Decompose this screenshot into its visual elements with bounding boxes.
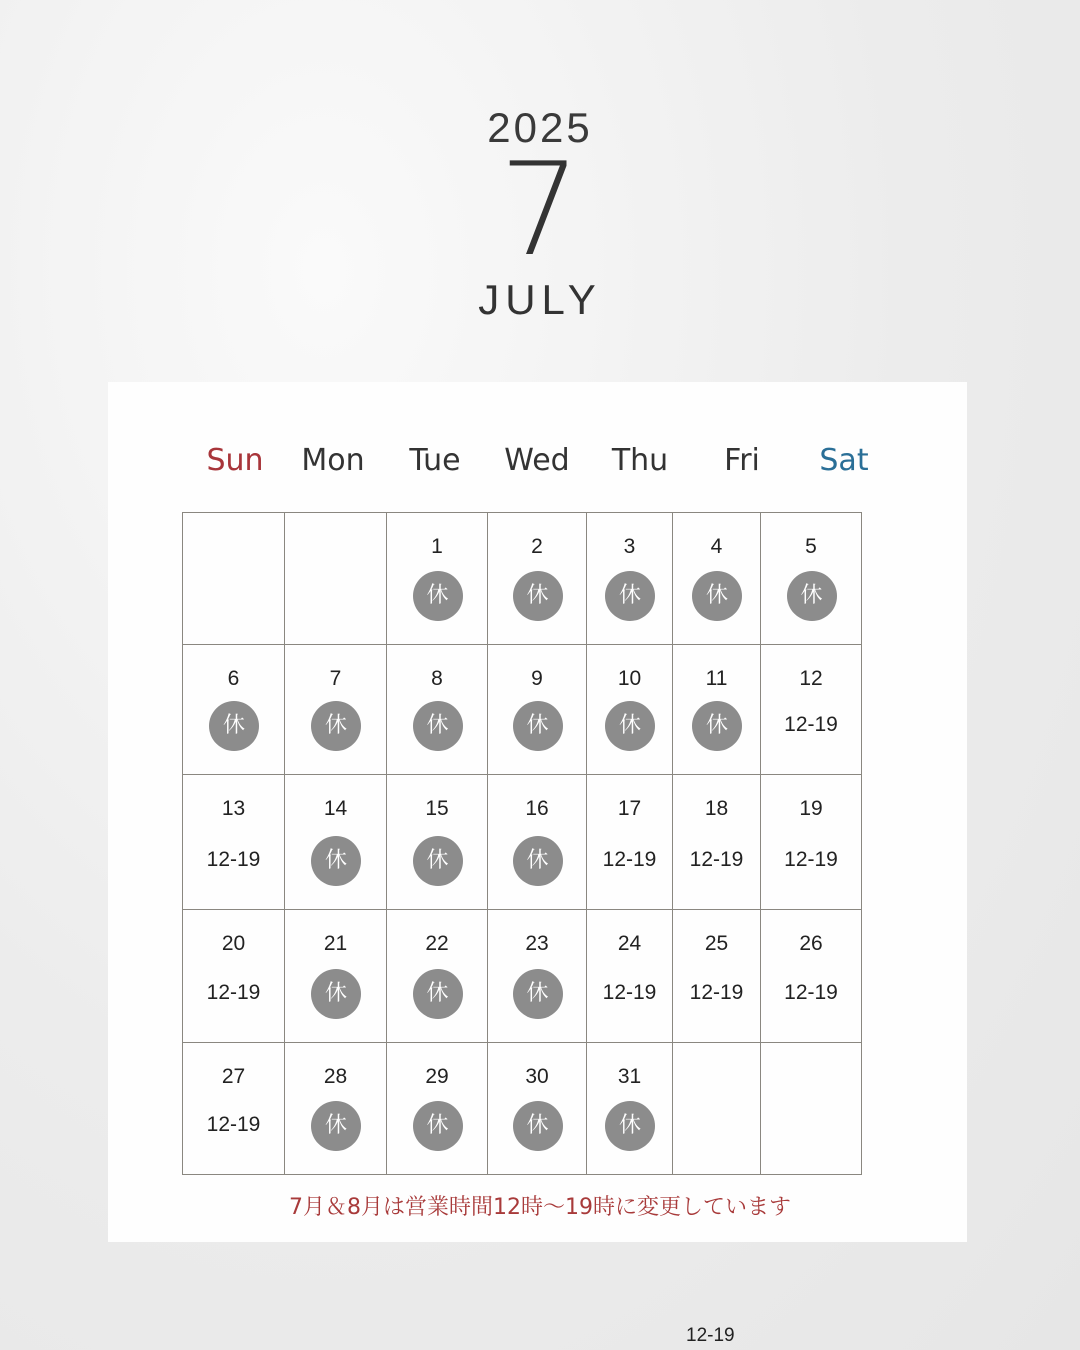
closed-badge: 休 [513,836,563,886]
calendar-cell [586,774,673,910]
closed-badge: 休 [413,571,463,621]
day-number: 21 [323,932,348,955]
calendar-cell [182,774,285,910]
calendar-cell [760,644,862,775]
calendar-cell [182,1042,285,1175]
closed-badge: 休 [413,969,463,1019]
day-number: 23 [525,932,549,955]
calendar-cell [284,909,387,1043]
calendar-cell [284,774,387,910]
calendar-cell [672,1042,761,1175]
calendar-cell [487,1042,587,1175]
day-number: 25 [704,932,729,955]
day-number: 17 [617,797,642,820]
calendar-cell [586,909,673,1043]
closed-badge: 休 [513,1101,563,1151]
day-number: 19 [799,797,823,820]
calendar-cell [672,512,761,645]
closed-badge: 休 [311,701,361,751]
day-number: 1 [431,535,443,558]
calendar-cell [284,644,387,775]
closed-badge: 休 [513,571,563,621]
footer-note: 7月＆8月は営業時間12時～19時に変更しています [289,1195,791,1220]
day-number: 11 [705,667,728,690]
day-number: 6 [227,667,240,690]
day-number: 15 [425,797,449,820]
closed-badge: 休 [209,701,259,751]
day-number: 2 [531,535,543,558]
year-label: 2025 [487,104,593,151]
day-number: 16 [525,797,549,820]
day-number: 22 [425,932,449,955]
calendar-cell [586,644,673,775]
day-number: 13 [221,797,246,820]
calendar-cell [386,512,488,645]
closed-badge: 休 [605,1101,655,1151]
calendar-cell [672,644,761,775]
weekday-wed: Wed [504,443,570,478]
weekday-sat: Sat [819,443,869,478]
calendar-cell [487,774,587,910]
calendar-cell [284,512,387,645]
business-hours: 12-19 [689,981,744,1004]
calendar-cell [760,774,862,910]
business-hours: 12-19 [784,713,838,736]
calendar-cell [487,512,587,645]
day-number: 26 [799,932,823,955]
day-number: 27 [221,1065,246,1088]
calendar-cell [182,644,285,775]
day-number: 7 [329,667,342,690]
calendar-cell [672,774,761,910]
business-hours: 12-19 [206,1113,261,1136]
day-number: 28 [323,1065,348,1088]
calendar-cell [760,909,862,1043]
closed-badge: 休 [692,701,742,751]
closed-badge: 休 [311,1101,361,1151]
day-number: 14 [323,797,348,820]
closed-badge: 休 [311,836,361,886]
closed-badge: 休 [787,571,837,621]
closed-badge: 休 [311,969,361,1019]
day-number: 18 [704,797,729,820]
business-hours: 12-19 [602,848,657,871]
closed-badge: 休 [605,571,655,621]
closed-badge: 休 [513,701,563,751]
closed-badge: 休 [413,701,463,751]
business-hours: 12-19 [206,848,261,871]
calendar-cell [760,1042,862,1175]
weekday-tue: Tue [409,443,461,478]
day-number: 3 [623,535,636,558]
calendar-cell [760,512,862,645]
business-hours: 12-19 [784,981,838,1004]
calendar-cell [284,1042,387,1175]
day-number: 8 [431,667,443,690]
closed-badge: 休 [413,836,463,886]
day-number: 10 [617,667,642,690]
calendar-cell [586,1042,673,1175]
day-number: 4 [710,535,723,558]
business-hours: 12-19 [689,848,744,871]
month-name: JULY [478,276,602,323]
closed-badge: 休 [692,571,742,621]
day-number: 5 [805,535,817,558]
calendar-cell [487,644,587,775]
calendar-cell [386,644,488,775]
day-number: 12 [799,667,823,690]
calendar-cell [586,512,673,645]
business-hours: 12-19 [602,981,657,1004]
calendar-cell [672,909,761,1043]
day-number: 9 [531,667,543,690]
business-hours: 12-19 [206,981,261,1004]
stray-hours-label: 12-19 [686,1325,735,1346]
day-number: 20 [221,932,246,955]
day-number: 24 [617,932,642,955]
closed-badge: 休 [513,969,563,1019]
calendar-cell [182,909,285,1043]
weekday-mon: Mon [301,443,365,478]
calendar-cell [182,512,285,645]
calendar-cell [386,909,488,1043]
weekday-thu: Thu [611,443,669,478]
day-number: 29 [425,1065,449,1088]
weekday-fri: Fri [724,443,760,478]
calendar-cell [386,1042,488,1175]
calendar-cell [487,909,587,1043]
closed-badge: 休 [605,701,655,751]
day-number: 30 [525,1065,549,1088]
closed-badge: 休 [413,1101,463,1151]
weekday-sun: Sun [206,443,264,478]
calendar-cell [386,774,488,910]
day-number: 31 [617,1065,642,1088]
month-number: 7 [499,136,581,285]
business-hours: 12-19 [784,848,838,871]
